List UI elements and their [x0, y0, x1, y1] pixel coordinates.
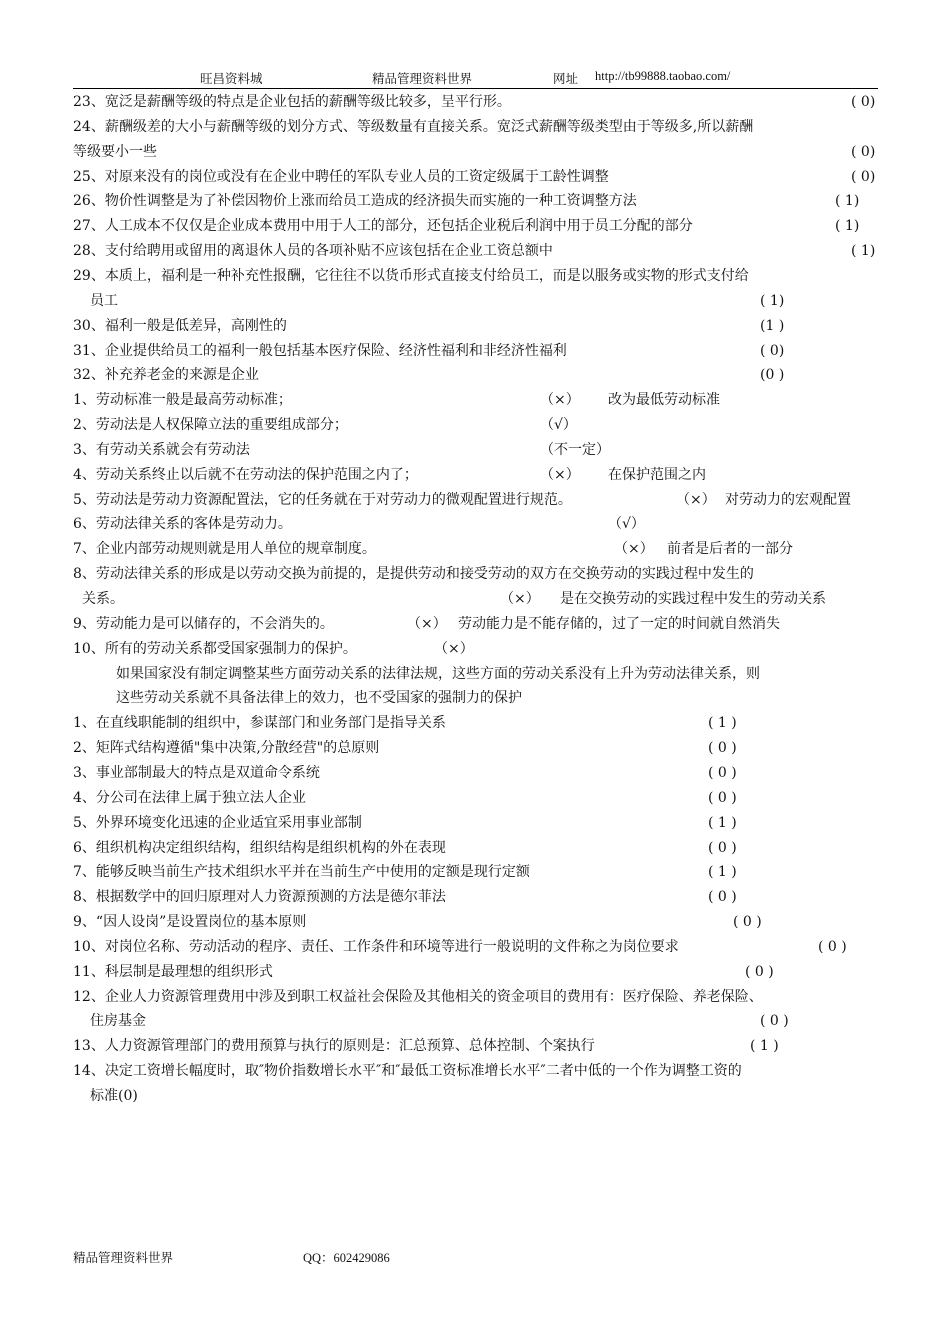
doc-line — [0, 440, 950, 465]
line-text: 7、企业内部劳动规则就是用人单位的规章制度。 — [73, 541, 376, 558]
doc-line — [0, 862, 950, 887]
line-text: 这些劳动关系就不具备法律上的效力，也不受国家的强制力的保护 — [116, 690, 522, 707]
line-text: 14、决定工资增长幅度时，取″物价指数增长水平″和″最低工资标准增长水平″二者中低的一个作为调整工资的 — [73, 1063, 742, 1080]
correction-note: 劳动能力是不能存储的，过了一定的时间就自然消失 — [458, 615, 780, 632]
doc-line — [0, 589, 950, 614]
correction-note: 改为最低劳动标准 — [608, 392, 720, 409]
answer-mark: ( 1 ) — [750, 1038, 779, 1055]
doc-line — [0, 415, 950, 440]
line-text: 30、福利一般是低差异，高刚性的 — [73, 317, 287, 334]
footer-left: 精品管理资料世界 — [73, 1251, 174, 1265]
line-text: 7、能够反映当前生产技术组织水平并在当前生产中使用的定额是现行定额 — [73, 864, 530, 881]
line-text: 9、劳动能力是可以储存的，不会消失的。 — [73, 615, 334, 632]
line-text: 24、薪酬级差的大小与薪酬等级的划分方式、等级数量有直接关系。宽泛式薪酬等级类型由于等级多,所以薪酬 — [73, 118, 754, 135]
doc-line — [0, 664, 950, 689]
line-text: 28、支付给聘用或留用的离退休人员的各项补贴不应该包括在企业工资总额中 — [73, 243, 553, 260]
doc-line — [0, 341, 950, 366]
answer-mark: ( 1) — [835, 193, 860, 210]
doc-line — [0, 688, 950, 713]
doc-line — [0, 191, 950, 216]
answer-mark: （×） — [676, 491, 716, 508]
header-url-label: 网址 — [553, 72, 579, 86]
answer-mark: ( 0) — [851, 168, 876, 185]
line-text: 10、所有的劳动关系都受国家强制力的保护。 — [73, 640, 357, 657]
answer-mark: ( 0 ) — [708, 740, 737, 757]
doc-line — [0, 514, 950, 539]
line-text: 员工 — [90, 292, 118, 309]
doc-line — [0, 241, 950, 266]
header-left: 旺昌资料城 — [200, 72, 263, 86]
answer-mark: ( 1 ) — [708, 715, 737, 732]
answer-mark: ( 0) — [851, 94, 876, 110]
answer-mark: （×） — [540, 392, 580, 409]
line-text: 标准(0) — [90, 1088, 138, 1104]
answer-mark: （√） — [608, 516, 645, 533]
line-text: 3、事业部制最大的特点是双道命令系统 — [73, 764, 320, 781]
answer-mark: ( 1) — [835, 218, 860, 235]
header-rule — [73, 88, 878, 89]
doc-line — [0, 912, 950, 937]
line-text: 3、有劳动关系就会有劳动法 — [73, 441, 250, 458]
doc-line — [0, 937, 950, 962]
answer-mark: ( 0) — [760, 342, 785, 359]
correction-note: 在保护范围之内 — [608, 466, 706, 483]
header-center: 精品管理资料世界 — [372, 72, 473, 86]
line-text: 27、人工成本不仅仅是企业成本费用中用于人工的部分，还包括企业税后利润中用于员工分配的部分 — [73, 218, 693, 235]
line-text: 8、劳动法律关系的形成是以劳动交换为前提的，是提供劳动和接受劳动的双方在交换劳动的实践过程中发生的 — [73, 566, 754, 583]
doc-line — [0, 713, 950, 738]
line-text: 29、本质上，福利是一种补充性报酬，它往往不以货币形式直接支付给员工，而是以服务或实物的形式支付给 — [73, 267, 749, 284]
doc-line — [0, 639, 950, 664]
answer-mark: ( 0 ) — [708, 764, 737, 781]
answer-mark: ( 0 ) — [760, 1013, 789, 1030]
line-text: 8、根据数学中的回归原理对人力资源预测的方法是德尔菲法 — [73, 889, 446, 906]
line-text: 1、在直线职能制的组织中，参谋部门和业务部门是指导关系 — [73, 715, 446, 732]
doc-line — [0, 92, 950, 117]
line-text: 6、组织机构决定组织结构，组织结构是组织机构的外在表现 — [73, 839, 446, 856]
doc-line — [0, 1086, 950, 1111]
doc-line — [0, 216, 950, 241]
doc-line — [0, 266, 950, 291]
doc-line — [0, 365, 950, 390]
doc-line — [0, 788, 950, 813]
doc-line — [0, 142, 950, 167]
correction-note: 是在交换劳动的实践过程中发生的劳动关系 — [560, 591, 826, 607]
answer-mark: ( 1) — [851, 243, 876, 260]
doc-line — [0, 987, 950, 1012]
answer-mark: ( 0 ) — [708, 839, 737, 856]
line-text: 1、劳动标准一般是最高劳动标准； — [73, 392, 292, 409]
doc-line — [0, 763, 950, 788]
answer-mark: (1 ) — [760, 317, 785, 334]
line-text: 10、对岗位名称、劳动活动的程序、责任、工作条件和环境等进行一般说明的文件称之为岗位要求 — [73, 938, 679, 955]
doc-line — [0, 1061, 950, 1086]
line-text: 23、宽泛是薪酬等级的特点是企业包括的薪酬等级比较多，呈平行形。 — [73, 94, 511, 110]
doc-line — [0, 887, 950, 912]
answer-mark: ( 0 ) — [708, 789, 737, 806]
answer-mark: ( 1) — [760, 292, 785, 309]
doc-line — [0, 564, 950, 589]
line-text: 13、人力资源管理部门的费用预算与执行的原则是：汇总预算、总体控制、个案执行 — [73, 1038, 595, 1055]
line-text: 26、物价性调整是为了补偿因物价上涨而给员工造成的经济损失而实施的一种工资调整方法 — [73, 193, 637, 210]
doc-line — [0, 291, 950, 316]
answer-mark: ( 0 ) — [708, 889, 737, 906]
doc-line — [0, 813, 950, 838]
doc-line — [0, 1011, 950, 1036]
correction-note: 前者是后者的一部分 — [667, 541, 793, 558]
line-text: 4、分公司在法律上属于独立法人企业 — [73, 789, 306, 806]
header-url[interactable]: http://tb99888.taobao.com/ — [595, 69, 731, 83]
answer-mark: ( 1 ) — [708, 864, 737, 881]
answer-mark: ( 0) — [851, 143, 876, 160]
doc-line — [0, 117, 950, 142]
answer-mark: （×） — [540, 466, 580, 483]
footer-qq: QQ：602429086 — [303, 1251, 390, 1265]
line-text: 25、对原来没有的岗位或没有在企业中聘任的军队专业人员的工资定级属于工龄性调整 — [73, 168, 609, 185]
line-text: 2、矩阵式结构遵循"集中决策,分散经营"的总原则 — [73, 740, 380, 757]
answer-mark: ( 0 ) — [818, 938, 847, 955]
answer-mark: ( 1 ) — [708, 814, 737, 831]
doc-line — [0, 390, 950, 415]
doc-line — [0, 539, 950, 564]
line-text: 31、企业提供给员工的福利一般包括基本医疗保险、经济性福利和非经济性福利 — [73, 342, 567, 359]
answer-mark: （×） — [407, 615, 447, 632]
line-text: 11、科层制是最理想的组织形式 — [73, 963, 273, 980]
line-text: 12、企业人力资源管理费用中涉及到职工权益社会保险及其他相关的资金项目的费用有：医疗保险、养老保险、 — [73, 988, 763, 1005]
doc-line — [0, 838, 950, 863]
doc-line — [0, 490, 950, 515]
answer-mark: (0 ) — [760, 367, 785, 384]
line-text: 32、补充养老金的来源是企业 — [73, 367, 259, 384]
doc-line — [0, 167, 950, 192]
answer-mark: （×） — [614, 541, 654, 558]
line-text: 9、“因人设岗”是设置岗位的基本原则 — [73, 914, 307, 931]
doc-line — [0, 738, 950, 763]
line-text: 4、劳动关系终止以后就不在劳动法的保护范围之内了； — [73, 466, 418, 483]
answer-mark: （×） — [434, 640, 474, 657]
line-text: 6、劳动法律关系的客体是劳动力。 — [73, 516, 292, 533]
answer-mark: （√） — [540, 417, 577, 434]
line-text: 关系。 — [82, 591, 124, 607]
doc-line — [0, 316, 950, 341]
line-text: 住房基金 — [90, 1013, 146, 1030]
line-text: 等级要小一些 — [73, 143, 157, 160]
answer-mark: ( 0 ) — [745, 963, 774, 980]
answer-mark: （不一定） — [540, 441, 610, 458]
line-text: 2、劳动法是人权保障立法的重要组成部分； — [73, 417, 348, 434]
doc-line — [0, 614, 950, 639]
answer-mark: ( 0 ) — [733, 914, 762, 931]
line-text: 如果国家没有制定调整某些方面劳动关系的法律法规，这些方面的劳动关系没有上升为劳动法律关系，则 — [116, 665, 760, 682]
doc-line — [0, 962, 950, 987]
line-text: 5、劳动法是劳动力资源配置法，它的任务就在于对劳动力的微观配置进行规范。 — [73, 491, 572, 508]
answer-mark: （×） — [500, 591, 540, 607]
doc-line — [0, 465, 950, 490]
correction-note: 对劳动力的宏观配置 — [725, 491, 851, 508]
doc-line — [0, 1036, 950, 1061]
line-text: 5、外界环境变化迅速的企业适宜采用事业部制 — [73, 814, 362, 831]
